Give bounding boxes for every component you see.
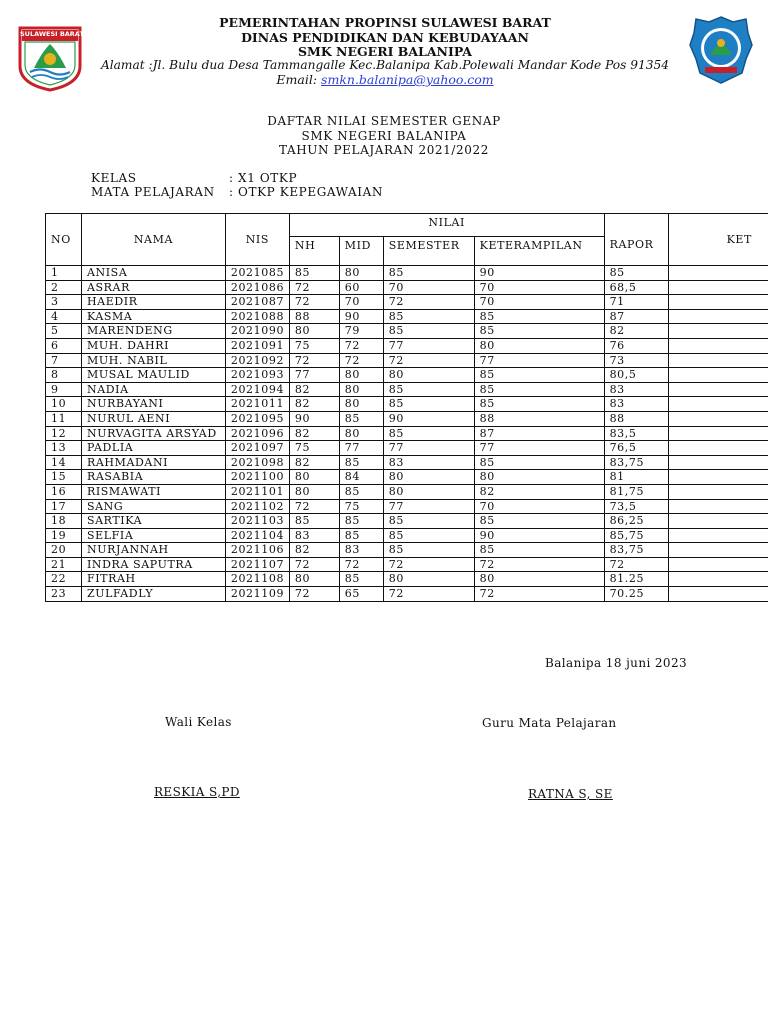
header-rapor: RAPOR <box>604 214 668 266</box>
cell-keterampilan: 85 <box>474 455 604 470</box>
cell-ket <box>668 353 768 368</box>
header-mid: MID <box>339 237 383 266</box>
table-row <box>46 382 768 397</box>
cell-keterampilan: 70 <box>474 499 604 514</box>
letterhead-line-2: DINAS PENDIDIKAN DAN KEBUDAYAAN <box>241 30 529 45</box>
cell-ket <box>668 324 768 339</box>
letterhead-address: Alamat :Jl. Bulu dua Desa Tammangalle Kec.Balanipa Kab.Polewali Mandar Kode Pos 91354 <box>100 58 670 72</box>
letterhead-line-3: SMK NEGERI BALANIPA <box>297 44 473 59</box>
cell-nh: 82 <box>289 543 339 558</box>
cell-mid: 83 <box>339 543 383 558</box>
cell-nama: ANISA <box>81 266 225 281</box>
cell-semester: 77 <box>383 499 474 514</box>
wali-kelas-name: RESKIA S,PD <box>154 785 240 799</box>
cell-nh: 72 <box>289 557 339 572</box>
cell-no: 11 <box>46 411 82 426</box>
header-nama: NAMA <box>81 214 225 266</box>
cell-mid: 72 <box>339 353 383 368</box>
cell-semester: 72 <box>383 295 474 310</box>
mapel-value: : OTKP KEPEGAWAIAN <box>229 185 383 199</box>
cell-nis: 2021086 <box>225 280 289 295</box>
cell-nama: INDRA SAPUTRA <box>81 557 225 572</box>
cell-ket <box>668 280 768 295</box>
cell-rapor: 83 <box>604 382 668 397</box>
cell-keterampilan: 70 <box>474 280 604 295</box>
table-row <box>46 572 768 587</box>
cell-nh: 90 <box>289 411 339 426</box>
cell-no: 12 <box>46 426 82 441</box>
regency-emblem-icon <box>688 15 754 85</box>
cell-nh: 82 <box>289 455 339 470</box>
table-row <box>46 470 768 485</box>
cell-nama: SELFIA <box>81 528 225 543</box>
cell-no: 5 <box>46 324 82 339</box>
header-keterampilan: KETERAMPILAN <box>474 237 604 266</box>
cell-semester: 72 <box>383 557 474 572</box>
cell-rapor: 83,5 <box>604 426 668 441</box>
cell-no: 14 <box>46 455 82 470</box>
cell-nama: NADIA <box>81 382 225 397</box>
cell-semester: 90 <box>383 411 474 426</box>
header-semester: SEMESTER <box>383 237 474 266</box>
cell-mid: 85 <box>339 572 383 587</box>
cell-nama: NURBAYANI <box>81 397 225 412</box>
cell-no: 23 <box>46 587 82 602</box>
cell-keterampilan: 77 <box>474 441 604 456</box>
cell-keterampilan: 85 <box>474 543 604 558</box>
cell-nama: ASRAR <box>81 280 225 295</box>
cell-keterampilan: 80 <box>474 572 604 587</box>
cell-rapor: 68,5 <box>604 280 668 295</box>
cell-mid: 70 <box>339 295 383 310</box>
guru-mapel-role: Guru Mata Pelajaran <box>482 716 617 730</box>
cell-nh: 82 <box>289 382 339 397</box>
cell-mid: 85 <box>339 411 383 426</box>
cell-no: 4 <box>46 309 82 324</box>
cell-mid: 80 <box>339 368 383 383</box>
table-row <box>46 411 768 426</box>
cell-nama: RAHMADANI <box>81 455 225 470</box>
cell-keterampilan: 85 <box>474 324 604 339</box>
cell-mid: 80 <box>339 382 383 397</box>
cell-rapor: 71 <box>604 295 668 310</box>
cell-nama: MUSAL MAULID <box>81 368 225 383</box>
cell-ket <box>668 426 768 441</box>
cell-nis: 2021102 <box>225 499 289 514</box>
cell-rapor: 72 <box>604 557 668 572</box>
table-row <box>46 266 768 281</box>
cell-ket <box>668 309 768 324</box>
cell-nama: NURVAGITA ARSYAD <box>81 426 225 441</box>
cell-nis: 2021095 <box>225 411 289 426</box>
cell-semester: 77 <box>383 441 474 456</box>
cell-ket <box>668 587 768 602</box>
cell-keterampilan: 88 <box>474 411 604 426</box>
cell-nh: 83 <box>289 528 339 543</box>
letterhead-line-1: PEMERINTAHAN PROPINSI SULAWESI BARAT <box>219 15 551 30</box>
cell-nis: 2021085 <box>225 266 289 281</box>
cell-nis: 2021107 <box>225 557 289 572</box>
grades-table <box>45 213 768 602</box>
table-row <box>46 426 768 441</box>
cell-ket <box>668 368 768 383</box>
cell-nis: 2021090 <box>225 324 289 339</box>
cell-mid: 80 <box>339 266 383 281</box>
cell-rapor: 76,5 <box>604 441 668 456</box>
cell-ket <box>668 455 768 470</box>
cell-no: 20 <box>46 543 82 558</box>
kelas-label: KELAS <box>91 171 137 185</box>
cell-keterampilan: 85 <box>474 397 604 412</box>
cell-nama: KASMA <box>81 309 225 324</box>
regency-logo <box>688 15 754 85</box>
cell-nh: 72 <box>289 499 339 514</box>
email-label: Email: <box>276 72 322 87</box>
cell-no: 9 <box>46 382 82 397</box>
table-row <box>46 543 768 558</box>
cell-nh: 72 <box>289 295 339 310</box>
table-row <box>46 368 768 383</box>
cell-nh: 80 <box>289 572 339 587</box>
cell-semester: 80 <box>383 484 474 499</box>
cell-keterampilan: 90 <box>474 528 604 543</box>
cell-semester: 80 <box>383 368 474 383</box>
cell-keterampilan: 85 <box>474 368 604 383</box>
cell-nis: 2021093 <box>225 368 289 383</box>
cell-semester: 85 <box>383 397 474 412</box>
cell-nama: HAEDIR <box>81 295 225 310</box>
cell-no: 8 <box>46 368 82 383</box>
cell-mid: 72 <box>339 557 383 572</box>
cell-no: 19 <box>46 528 82 543</box>
cell-ket <box>668 338 768 353</box>
cell-nh: 80 <box>289 470 339 485</box>
header-nis: NIS <box>225 214 289 266</box>
table-row <box>46 557 768 572</box>
email-link[interactable]: smkn.balanipa@yahoo.com <box>321 72 494 87</box>
table-row <box>46 309 768 324</box>
table-row <box>46 338 768 353</box>
cell-ket <box>668 397 768 412</box>
cell-no: 18 <box>46 514 82 529</box>
cell-nama: SANG <box>81 499 225 514</box>
cell-nh: 75 <box>289 441 339 456</box>
table-row <box>46 324 768 339</box>
cell-keterampilan: 80 <box>474 338 604 353</box>
cell-nis: 2021108 <box>225 572 289 587</box>
cell-nis: 2021104 <box>225 528 289 543</box>
cell-keterampilan: 77 <box>474 353 604 368</box>
cell-semester: 85 <box>383 382 474 397</box>
header-no: NO <box>46 214 82 266</box>
cell-nis: 2021088 <box>225 309 289 324</box>
cell-rapor: 81,75 <box>604 484 668 499</box>
cell-nama: RISMAWATI <box>81 484 225 499</box>
cell-no: 13 <box>46 441 82 456</box>
table-row <box>46 353 768 368</box>
table-row <box>46 397 768 412</box>
cell-mid: 65 <box>339 587 383 602</box>
cell-semester: 72 <box>383 353 474 368</box>
cell-semester: 80 <box>383 572 474 587</box>
cell-nh: 82 <box>289 426 339 441</box>
cell-keterampilan: 72 <box>474 557 604 572</box>
cell-nh: 72 <box>289 280 339 295</box>
cell-ket <box>668 295 768 310</box>
cell-keterampilan: 85 <box>474 514 604 529</box>
cell-no: 17 <box>46 499 82 514</box>
cell-ket <box>668 411 768 426</box>
cell-semester: 85 <box>383 309 474 324</box>
cell-nama: PADLIA <box>81 441 225 456</box>
cell-keterampilan: 82 <box>474 484 604 499</box>
cell-mid: 85 <box>339 484 383 499</box>
cell-mid: 85 <box>339 528 383 543</box>
cell-nama: FITRAH <box>81 572 225 587</box>
cell-keterampilan: 72 <box>474 587 604 602</box>
cell-semester: 72 <box>383 587 474 602</box>
cell-mid: 72 <box>339 338 383 353</box>
cell-nh: 72 <box>289 587 339 602</box>
cell-nis: 2021101 <box>225 484 289 499</box>
grades-table-body <box>46 266 768 602</box>
letterhead-email-line <box>90 72 680 87</box>
cell-mid: 79 <box>339 324 383 339</box>
cell-ket <box>668 470 768 485</box>
cell-nis: 2021098 <box>225 455 289 470</box>
cell-rapor: 81.25 <box>604 572 668 587</box>
cell-nama: SARTIKA <box>81 514 225 529</box>
place-date: Balanipa 18 juni 2023 <box>545 656 688 670</box>
cell-keterampilan: 80 <box>474 470 604 485</box>
cell-nama: NURJANNAH <box>81 543 225 558</box>
cell-rapor: 83,75 <box>604 455 668 470</box>
table-row <box>46 295 768 310</box>
cell-no: 10 <box>46 397 82 412</box>
table-row <box>46 528 768 543</box>
cell-semester: 85 <box>383 543 474 558</box>
cell-rapor: 76 <box>604 338 668 353</box>
table-row <box>46 484 768 499</box>
cell-nh: 88 <box>289 309 339 324</box>
cell-nis: 2021087 <box>225 295 289 310</box>
header-nh: NH <box>289 237 339 266</box>
table-row <box>46 587 768 602</box>
report-title: DAFTAR NILAI SEMESTER GENAP <box>267 114 501 128</box>
table-row <box>46 514 768 529</box>
cell-semester: 85 <box>383 266 474 281</box>
cell-no: 7 <box>46 353 82 368</box>
cell-rapor: 73 <box>604 353 668 368</box>
cell-nh: 85 <box>289 514 339 529</box>
cell-mid: 90 <box>339 309 383 324</box>
cell-nis: 2021100 <box>225 470 289 485</box>
cell-ket <box>668 441 768 456</box>
cell-no: 15 <box>46 470 82 485</box>
cell-semester: 77 <box>383 338 474 353</box>
cell-rapor: 81 <box>604 470 668 485</box>
cell-ket <box>668 484 768 499</box>
cell-nis: 2021106 <box>225 543 289 558</box>
cell-nama: NURUL AENI <box>81 411 225 426</box>
cell-ket <box>668 382 768 397</box>
cell-keterampilan: 85 <box>474 382 604 397</box>
cell-ket <box>668 499 768 514</box>
cell-ket <box>668 514 768 529</box>
report-year: TAHUN PELAJARAN 2021/2022 <box>279 143 489 157</box>
cell-semester: 85 <box>383 528 474 543</box>
cell-mid: 85 <box>339 455 383 470</box>
cell-no: 6 <box>46 338 82 353</box>
cell-keterampilan: 90 <box>474 266 604 281</box>
cell-nama: ZULFADLY <box>81 587 225 602</box>
cell-rapor: 83 <box>604 397 668 412</box>
cell-rapor: 73,5 <box>604 499 668 514</box>
cell-nis: 2021092 <box>225 353 289 368</box>
cell-no: 16 <box>46 484 82 499</box>
cell-rapor: 87 <box>604 309 668 324</box>
cell-nama: MUH. DAHRI <box>81 338 225 353</box>
header-nilai: NILAI <box>289 214 604 237</box>
cell-nh: 77 <box>289 368 339 383</box>
cell-semester: 85 <box>383 426 474 441</box>
cell-nh: 85 <box>289 266 339 281</box>
cell-nis: 2021109 <box>225 587 289 602</box>
cell-semester: 85 <box>383 324 474 339</box>
cell-nama: RASABIA <box>81 470 225 485</box>
cell-ket <box>668 557 768 572</box>
cell-no: 2 <box>46 280 82 295</box>
cell-nh: 72 <box>289 353 339 368</box>
cell-mid: 85 <box>339 514 383 529</box>
header-ket: KET <box>668 214 768 266</box>
cell-rapor: 86,25 <box>604 514 668 529</box>
cell-mid: 80 <box>339 426 383 441</box>
cell-rapor: 88 <box>604 411 668 426</box>
cell-nis: 2021097 <box>225 441 289 456</box>
table-row <box>46 441 768 456</box>
cell-semester: 80 <box>383 470 474 485</box>
table-row <box>46 455 768 470</box>
cell-no: 1 <box>46 266 82 281</box>
cell-nh: 75 <box>289 338 339 353</box>
cell-semester: 83 <box>383 455 474 470</box>
cell-nama: MARENDENG <box>81 324 225 339</box>
cell-mid: 75 <box>339 499 383 514</box>
cell-ket <box>668 543 768 558</box>
cell-nis: 2021011 <box>225 397 289 412</box>
cell-nis: 2021103 <box>225 514 289 529</box>
cell-mid: 80 <box>339 397 383 412</box>
cell-ket <box>668 572 768 587</box>
cell-semester: 70 <box>383 280 474 295</box>
cell-nh: 80 <box>289 484 339 499</box>
mapel-label: MATA PELAJARAN <box>91 185 215 199</box>
table-row <box>46 499 768 514</box>
wali-kelas-role: Wali Kelas <box>165 715 232 729</box>
cell-no: 3 <box>46 295 82 310</box>
cell-nama: MUH. NABIL <box>81 353 225 368</box>
cell-ket <box>668 266 768 281</box>
cell-semester: 85 <box>383 514 474 529</box>
cell-mid: 77 <box>339 441 383 456</box>
cell-ket <box>668 528 768 543</box>
report-school: SMK NEGERI BALANIPA <box>301 129 467 143</box>
cell-keterampilan: 70 <box>474 295 604 310</box>
cell-nh: 82 <box>289 397 339 412</box>
cell-nis: 2021096 <box>225 426 289 441</box>
cell-rapor: 83,75 <box>604 543 668 558</box>
cell-mid: 84 <box>339 470 383 485</box>
guru-mapel-name: RATNA S, SE <box>528 787 613 801</box>
cell-rapor: 80,5 <box>604 368 668 383</box>
cell-rapor: 70.25 <box>604 587 668 602</box>
cell-keterampilan: 85 <box>474 309 604 324</box>
cell-nis: 2021091 <box>225 338 289 353</box>
cell-rapor: 85,75 <box>604 528 668 543</box>
cell-mid: 60 <box>339 280 383 295</box>
province-logo-text: SULAWESI BARAT <box>20 30 84 38</box>
cell-nis: 2021094 <box>225 382 289 397</box>
kelas-value: : X1 OTKP <box>229 171 298 185</box>
cell-rapor: 82 <box>604 324 668 339</box>
cell-no: 22 <box>46 572 82 587</box>
cell-no: 21 <box>46 557 82 572</box>
table-row <box>46 280 768 295</box>
cell-keterampilan: 87 <box>474 426 604 441</box>
cell-nh: 80 <box>289 324 339 339</box>
cell-rapor: 85 <box>604 266 668 281</box>
